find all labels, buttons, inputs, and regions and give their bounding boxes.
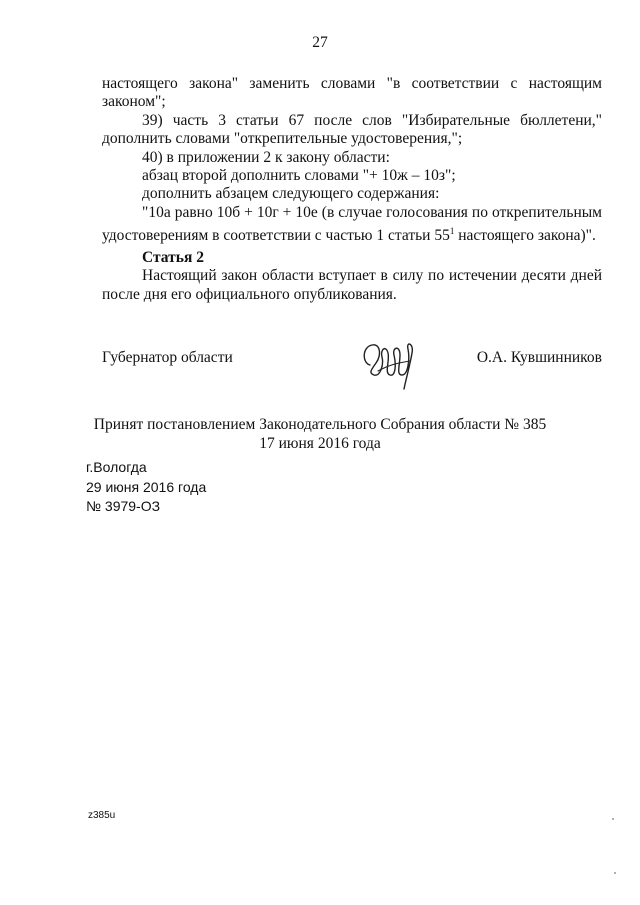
governor-label: Губернатор области bbox=[102, 349, 233, 366]
city: г.Вологда bbox=[86, 459, 147, 475]
text-fragment: настоящего закона)". bbox=[454, 227, 596, 245]
text-line: настоящего закона" заменить словами "в соответствии с настоящим bbox=[102, 75, 602, 92]
superscript: 1 bbox=[449, 226, 455, 237]
article-heading: Статья 2 bbox=[142, 249, 204, 266]
signing-date: 29 июня 2016 года bbox=[86, 478, 207, 495]
text-line: 39) часть 3 статьи 67 после слов "Избирательные бюллетени," bbox=[142, 111, 602, 129]
law-details bbox=[86, 458, 206, 517]
text-line: после дня его официального опубликования. bbox=[102, 285, 397, 303]
scan-speck bbox=[614, 872, 616, 874]
document-code: z385u bbox=[88, 810, 116, 821]
article-2 bbox=[102, 249, 602, 304]
text-line: абзац второй дополнить словами "+ 10ж – 10з"; bbox=[142, 167, 456, 185]
text-line: законом"; bbox=[102, 93, 166, 111]
text-line bbox=[102, 222, 602, 245]
text-line: дополнить словами "открепительные удостоверения,"; bbox=[102, 130, 463, 148]
scan-speck bbox=[612, 818, 614, 820]
page-number: 27 bbox=[312, 34, 328, 51]
adoption-note bbox=[0, 416, 640, 453]
text-line: Настоящий закон области вступает в силу по истечении десяти дней bbox=[142, 267, 602, 285]
handwritten-signature bbox=[358, 335, 422, 391]
law-number: № 3979-ОЗ bbox=[86, 498, 161, 514]
text-line: "10а равно 10б + 10г + 10е (в случае голосования по открепительным bbox=[142, 203, 602, 221]
text-line: 40) в приложении 2 к закону области: bbox=[142, 148, 390, 166]
adoption-date: 17 июня 2016 года bbox=[259, 434, 381, 452]
text-line: дополнить абзацем следующего содержания: bbox=[142, 185, 440, 203]
amendments-text bbox=[102, 75, 602, 246]
governor-name: О.А. Кувшинников bbox=[476, 349, 602, 366]
signature-block bbox=[102, 349, 602, 369]
adoption-line: Принят постановлением Законодательного Собрания области № 385 bbox=[93, 416, 547, 433]
text-fragment: удостоверениям в соответствии с частью 1 статьи 55 bbox=[102, 227, 450, 245]
